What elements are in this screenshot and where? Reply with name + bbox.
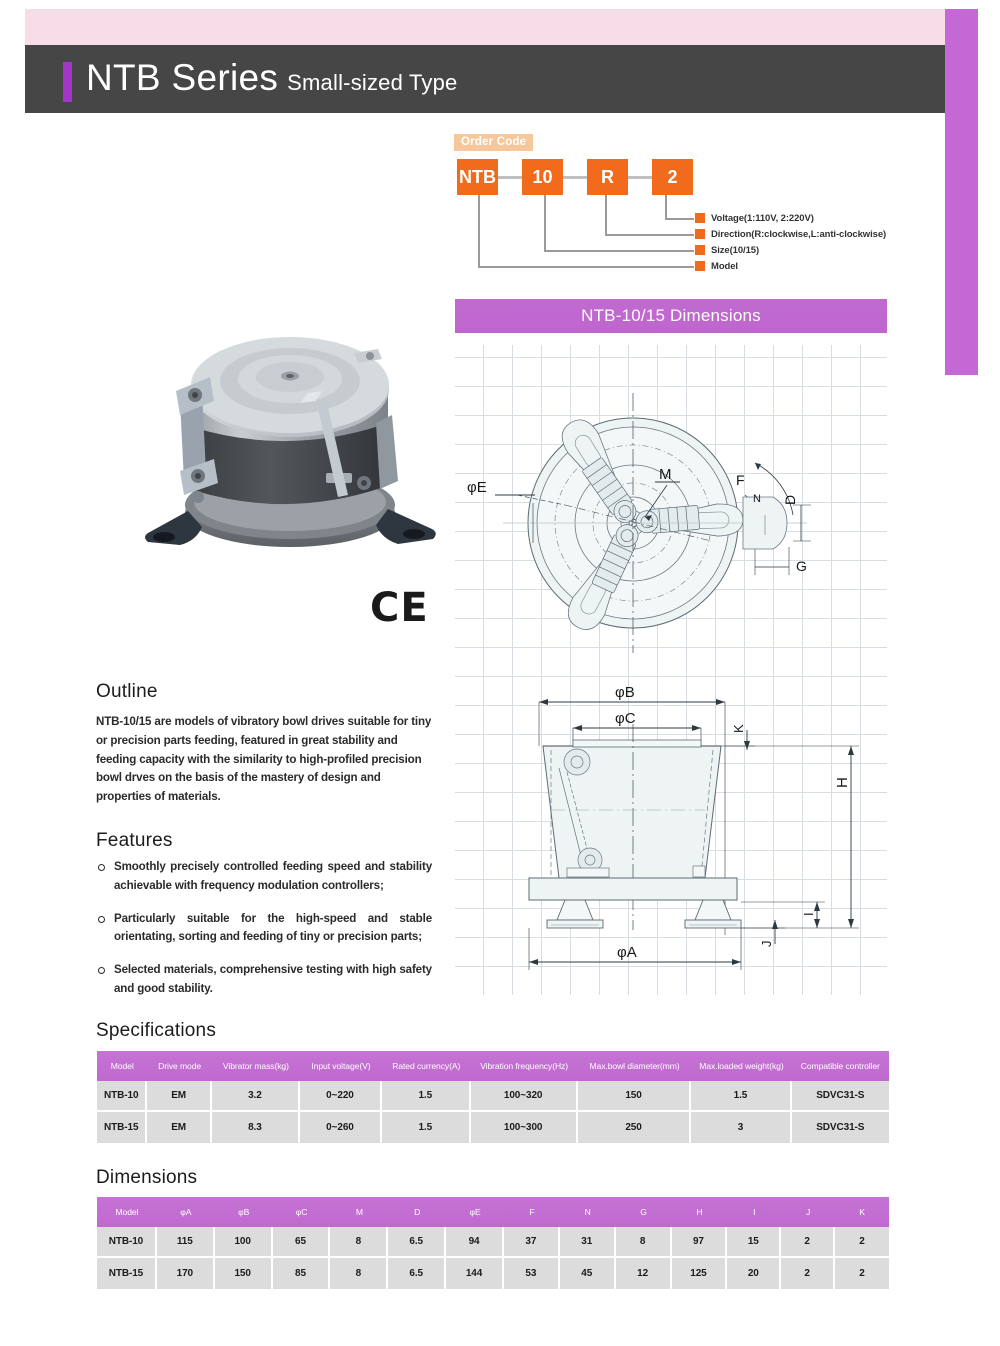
column-header: I xyxy=(727,1197,781,1227)
label-D: D xyxy=(782,494,798,505)
table-cell: NTB-10 xyxy=(97,1227,157,1258)
outline-text: NTB-10/15 are models of vibratory bowl drives suitable for tiny or precision parts feeding, featured in great stability and feeding capacity with the similarity to high-profiled precision bowl drves on the basis of the mastery of design and properties of materials. xyxy=(96,715,432,804)
column-header: J xyxy=(781,1197,835,1227)
leader-line xyxy=(478,266,694,268)
label-phiA: φA xyxy=(617,944,637,961)
order-code-tag: Order Code xyxy=(454,134,533,151)
table-cell: 150 xyxy=(578,1081,692,1112)
label-K: K xyxy=(731,724,746,733)
specifications-heading: Specifications xyxy=(96,1020,217,1041)
table-cell: 0~260 xyxy=(300,1112,382,1143)
column-header: G xyxy=(616,1197,672,1227)
table-cell: NTB-15 xyxy=(97,1112,147,1143)
order-code-box-size: 10 xyxy=(522,159,563,195)
column-header: φE xyxy=(446,1197,504,1227)
right-accent-bar xyxy=(945,9,978,375)
label-N: N xyxy=(753,493,761,505)
table-cell: 2 xyxy=(781,1227,835,1258)
table-cell: 53 xyxy=(504,1258,560,1289)
table-cell: EM xyxy=(147,1081,211,1112)
column-header: F xyxy=(504,1197,560,1227)
column-header: Compatible controller xyxy=(792,1051,889,1081)
table-cell: 20 xyxy=(727,1258,781,1289)
table-cell: 8 xyxy=(616,1227,672,1258)
table-cell: 150 xyxy=(215,1258,273,1289)
table-cell: 1.5 xyxy=(691,1081,791,1112)
column-header: Model xyxy=(97,1051,147,1081)
leader-line xyxy=(605,234,694,236)
dimensions-title-text: NTB-10/15 Dimensions xyxy=(581,306,761,325)
table-cell: 3.2 xyxy=(212,1081,300,1112)
table-cell: NTB-15 xyxy=(97,1258,157,1289)
table-cell: 97 xyxy=(672,1227,728,1258)
order-code-boxes xyxy=(457,159,693,195)
side-view xyxy=(529,699,859,970)
label-I: I xyxy=(801,912,816,916)
table-cell: 100~300 xyxy=(471,1112,578,1143)
order-code-diagram xyxy=(452,134,902,286)
legend-model: Model xyxy=(711,261,738,272)
code-dash xyxy=(628,176,652,179)
table-cell: 2 xyxy=(835,1258,889,1289)
table-cell: EM xyxy=(147,1112,211,1143)
label-phiB: φB xyxy=(615,684,635,701)
column-header: Input voltage(V) xyxy=(300,1051,382,1081)
table-cell: 115 xyxy=(157,1227,215,1258)
table-cell: 6.5 xyxy=(388,1227,446,1258)
code-dash xyxy=(498,176,522,179)
outline-heading: Outline xyxy=(96,681,158,702)
technical-drawing-panel xyxy=(455,345,887,995)
table-row xyxy=(97,1227,889,1258)
dimensions-table xyxy=(97,1197,889,1289)
column-header: D xyxy=(388,1197,446,1227)
title-main: NTB Series xyxy=(86,57,279,98)
table-cell: 8 xyxy=(330,1258,388,1289)
column-header: K xyxy=(835,1197,889,1227)
column-header: Vibration frequency(Hz) xyxy=(471,1051,578,1081)
table-row xyxy=(97,1081,889,1112)
drawing-svg xyxy=(455,345,887,995)
legend-marker xyxy=(695,213,705,223)
leader-line xyxy=(605,195,607,235)
table-cell: 144 xyxy=(446,1258,504,1289)
legend-voltage: Voltage(1:110V, 2:220V) xyxy=(711,213,814,224)
table-cell: 8 xyxy=(330,1227,388,1258)
column-header: Rated currency(A) xyxy=(382,1051,471,1081)
leader-line xyxy=(544,250,694,252)
dimensions-heading: Dimensions xyxy=(96,1167,198,1188)
table-cell: 8.3 xyxy=(212,1112,300,1143)
label-G: G xyxy=(796,558,807,574)
features-list xyxy=(96,858,432,1013)
product-photo xyxy=(140,305,440,595)
legend-direction: Direction(R:clockwise,L:anti-clockwise) xyxy=(711,229,887,240)
leader-line xyxy=(544,195,546,251)
table-cell: 12 xyxy=(616,1258,672,1289)
table-cell: 3 xyxy=(691,1112,791,1143)
specifications-table xyxy=(97,1051,889,1143)
label-J: J xyxy=(759,940,774,947)
table-cell: SDVC31-S xyxy=(792,1081,889,1112)
column-header: Model xyxy=(97,1197,157,1227)
table-cell: 1.5 xyxy=(382,1081,471,1112)
title-accent-bar xyxy=(63,62,72,102)
column-header: φC xyxy=(273,1197,331,1227)
table-cell: 31 xyxy=(560,1227,616,1258)
table-cell: 170 xyxy=(157,1258,215,1289)
legend-marker xyxy=(695,245,705,255)
column-header: H xyxy=(672,1197,728,1227)
order-code-box-model: NTB xyxy=(457,159,498,195)
label-H: H xyxy=(834,777,851,788)
label-phiC: φC xyxy=(615,710,636,727)
table-header-row xyxy=(97,1051,889,1081)
table-cell: 85 xyxy=(273,1258,331,1289)
table-cell: 2 xyxy=(835,1227,889,1258)
table-cell: 37 xyxy=(504,1227,560,1258)
table-row xyxy=(97,1112,889,1143)
column-header: Max.bowl diameter(mm) xyxy=(578,1051,692,1081)
header-pink-strip xyxy=(25,9,955,45)
column-header: Drive mode xyxy=(147,1051,211,1081)
table-cell: 1.5 xyxy=(382,1112,471,1143)
title-subtitle: Small-sized Type xyxy=(287,70,458,95)
label-M: M xyxy=(659,466,672,483)
table-cell: NTB-10 xyxy=(97,1081,147,1112)
table-cell: SDVC31-S xyxy=(792,1112,889,1143)
features-heading: Features xyxy=(96,830,173,851)
table-cell: 6.5 xyxy=(388,1258,446,1289)
legend-marker xyxy=(695,229,705,239)
table-cell: 250 xyxy=(578,1112,692,1143)
legend-size: Size(10/15) xyxy=(711,245,760,256)
top-view xyxy=(495,393,811,653)
ce-mark: CE xyxy=(370,585,429,631)
column-header: Vibrator mass(kg) xyxy=(212,1051,300,1081)
table-cell: 45 xyxy=(560,1258,616,1289)
dimensions-title-bar xyxy=(455,299,887,333)
label-F: F xyxy=(736,472,745,488)
feature-item: Selected materials, comprehensive testing with high safety and good stability. xyxy=(96,961,432,999)
order-code-box-voltage: 2 xyxy=(652,159,693,195)
leader-line xyxy=(665,218,694,220)
page-title xyxy=(86,57,457,107)
table-cell: 0~220 xyxy=(300,1081,382,1112)
code-dash xyxy=(563,176,587,179)
table-cell: 100 xyxy=(215,1227,273,1258)
column-header: φA xyxy=(157,1197,215,1227)
order-code-box-direction: R xyxy=(587,159,628,195)
table-cell: 2 xyxy=(781,1258,835,1289)
table-row xyxy=(97,1258,889,1289)
column-header: M xyxy=(330,1197,388,1227)
column-header: Max.loaded weight(kg) xyxy=(691,1051,791,1081)
table-cell: 15 xyxy=(727,1227,781,1258)
table-cell: 100~320 xyxy=(471,1081,578,1112)
column-header: φB xyxy=(215,1197,273,1227)
legend-marker xyxy=(695,261,705,271)
table-cell: 65 xyxy=(273,1227,331,1258)
table-header-row xyxy=(97,1197,889,1227)
leader-line xyxy=(665,195,667,219)
table-cell: 125 xyxy=(672,1258,728,1289)
feature-item: Particularly suitable for the high-speed and stable orientating, sorting and feeding of tiny or precision parts; xyxy=(96,910,432,948)
leader-line xyxy=(478,195,480,267)
column-header: N xyxy=(560,1197,616,1227)
table-cell: 94 xyxy=(446,1227,504,1258)
feature-item: Smoothly precisely controlled feeding speed and stability achievable with frequency modulation controllers; xyxy=(96,858,432,896)
label-phiE: φE xyxy=(467,479,487,496)
